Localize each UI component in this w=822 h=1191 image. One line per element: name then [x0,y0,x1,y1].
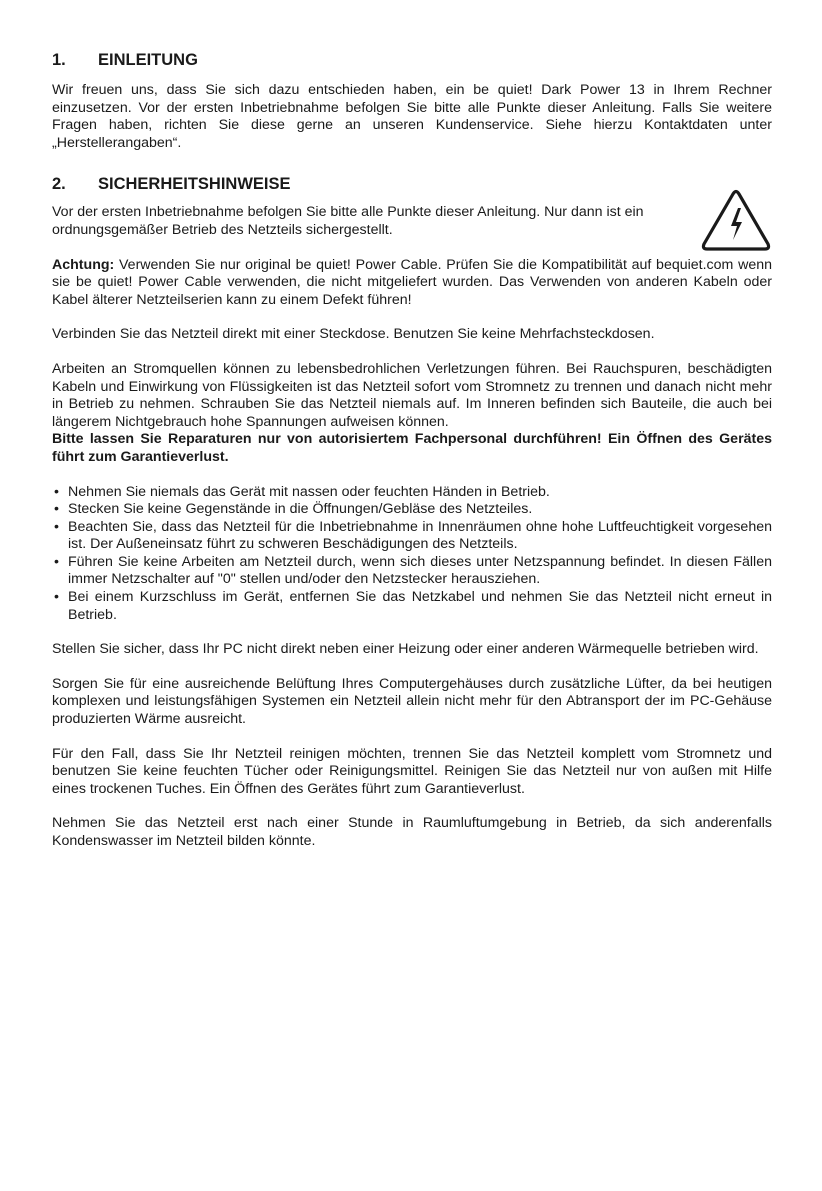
high-voltage-warning-icon [700,188,772,252]
section-2-heading [52,174,772,194]
bullet-icon: • [54,589,59,606]
list-item: • Bei einem Kurzschluss im Gerät, entfernen Sie das Netzkabel und nehmen Sie das Netzteil nicht erneut in Betrieb. [54,589,772,623]
condensation-paragraph: Nehmen Sie das Netzteil erst nach einer Stunde in Raumluftumgebung in Betrieb, da sich anderenfalls Kondenswasser im Netzteil bilden könnte. [52,815,772,849]
bullet-icon: • [54,553,59,570]
safety-intro-paragraph: Vor der ersten Inbetriebnahme befolgen Sie bitte alle Punkte dieser Anleitung. Nur dann ist ein ordnungsgemäßer Betrieb des Netzteils sichergestellt. [52,204,644,238]
list-item: • Stecken Sie keine Gegenstände in die Öffnungen/Gebläse des Netzteiles. [54,501,533,518]
achtung-label: Achtung: [52,256,115,273]
section-number: 2. [52,175,66,194]
intro-paragraph: Wir freuen uns, dass Sie sich dazu entschieden haben, ein be quiet! Dark Power 13 in Ihrem Rechner einzusetzen. Vor der ersten Inbetriebnahme befolgen Sie bitte alle Punkte dieser Anleitung. Falls Sie weitere Fragen haben, richten Sie diese gerne an unseren Kundenservice. Siehe hierzu Kontaktdaten unter „Herstellerangaben“. [52,82,772,151]
document-page [52,50,788,851]
list-item: • Beachten Sie, dass das Netzteil für die Inbetriebnahme in Innenräumen ohne hohe Luftfeuchtigkeit vorgesehen ist. Der Außeneinsatz führt zu schweren Beschädigungen des Netzteils. [54,518,772,553]
section-title: EINLEITUNG [98,51,198,69]
bullet-icon: • [54,518,59,535]
bullet-icon: • [54,501,59,518]
repair-warning-paragraph: Bitte lassen Sie Reparaturen nur von autorisiertem Fachpersonal durchführen! Ein Öffnen des Gerätes führt zum Garantieverlust. [52,431,772,465]
safety-intro-block [52,204,772,239]
list-item: • Nehmen Sie niemals das Gerät mit nassen oder feuchten Händen in Betrieb. [54,483,550,500]
power-source-paragraph: Arbeiten an Stromquellen können zu lebensbedrohlichen Verletzungen führen. Bei Rauchspuren, beschädigten Kabeln und Einwirkung von Flüssigkeiten ist das Netzteil sofort vom Stromnetz zu trennen und danach nicht mehr in Betrieb zu nehmen. Schrauben Sie das Netzteil niemals auf. Im Inneren befinden sich Bauteile, die auch bei längerem Nichtgebrauch hohe Spannungen aufweisen können. [52,360,772,430]
ventilation-paragraph: Sorgen Sie für eine ausreichende Belüftung Ihres Computergehäuses durch zusätzliche Lüfter, da bei heutigen komplexen und leistungsfähigen Systemen ein Netzteil allein nicht mehr für den Abtransport der im PC-Gehäuse produzierten Wärme ausreicht. [52,675,772,728]
achtung-paragraph [52,257,772,310]
cleaning-paragraph: Für den Fall, dass Sie Ihr Netzteil reinigen möchten, trennen Sie das Netzteil komplett vom Stromnetz und benutzen Sie keine feuchten Tücher oder Reinigungsmittel. Reinigen Sie das Netzteil nur von außen mit Hilfe eines trockenen Tuches. Ein Öffnen des Gerätes führt zum Garantieverlust. [52,745,772,797]
safety-bullet-list [52,483,788,625]
section-number: 1. [52,51,66,69]
socket-paragraph: Verbinden Sie das Netzteil direkt mit einer Steckdose. Benutzen Sie keine Mehrfachsteckdosen. [52,326,655,343]
section-1-heading [52,50,772,70]
achtung-text: Verwenden Sie nur original be quiet! Power Cable. Prüfen Sie die Kompatibilität auf bequiet.com wenn sie be quiet! Power Cable verwenden, die nicht mitgeliefert wurden. Das Verwenden von anderen Kabeln oder Kabel älterer Netzteilserien kann zu einem Defekt führen! [52,256,772,308]
heating-paragraph: Stellen Sie sicher, dass Ihr PC nicht direkt neben einer Heizung oder einer anderen Wärmequelle betrieben wird. [52,641,759,658]
section-title: SICHERHEITSHINWEISE [98,175,291,194]
bullet-icon: • [54,483,59,500]
list-item: • Führen Sie keine Arbeiten am Netzteil durch, wenn sich dieses unter Netzspannung befindet. In diesen Fällen immer Netzschalter auf "0" stellen und/oder den Netzstecker herausziehen. [54,553,788,588]
